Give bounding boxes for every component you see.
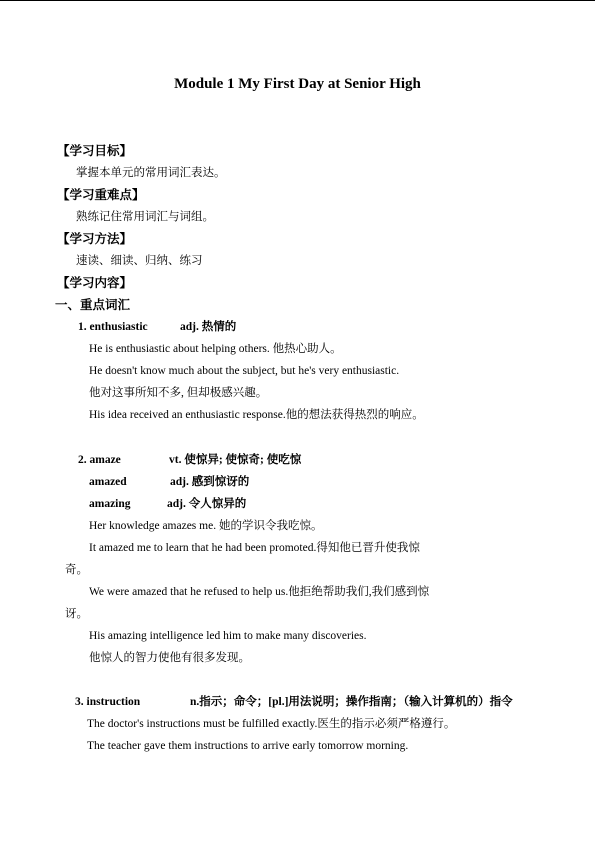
example-line: 奇。: [65, 564, 88, 576]
vocab-heading: 一、重点词汇: [55, 298, 131, 312]
example-line: He doesn't know much about the subject, but he's very enthusiastic.: [89, 365, 400, 377]
entry-meaning: n.指示；命令；[pl.]用法说明；操作指南；（输入计算机的）指令: [190, 696, 513, 708]
derivative-meaning: adj. 令人惊异的: [167, 498, 247, 510]
example-line: Her knowledge amazes me. 她的学识令我吃惊。: [89, 520, 323, 532]
example-line: His amazing intelligence led him to make many discoveries.: [89, 630, 367, 642]
method-heading: 【学习方法】: [57, 232, 133, 246]
entry-meaning: adj. 热情的: [180, 321, 237, 333]
derivative-meaning: adj. 感到惊讶的: [170, 476, 250, 488]
page-title: Module 1 My First Day at Senior High: [174, 76, 421, 92]
example-line: We were amazed that he refused to help us.他拒绝帮助我们,我们感到惊: [89, 586, 430, 598]
entry-word: 1. enthusiastic: [78, 321, 148, 333]
example-line: 讶。: [65, 608, 88, 620]
top-rule: [0, 0, 595, 1]
entry-word: 2. amaze: [78, 454, 121, 466]
goal-text: 掌握本单元的常用词汇表达。: [76, 167, 226, 179]
key-points-heading: 【学习重难点】: [57, 188, 145, 202]
derivative-word: amazed: [89, 476, 127, 488]
example-line: It amazed me to learn that he had been promoted.得知他已晋升使我惊: [89, 542, 420, 554]
entry-meaning: vt. 使惊异; 使惊奇; 使吃惊: [169, 454, 302, 466]
example-line: He is enthusiastic about helping others. 他热心助人。: [89, 343, 342, 355]
goal-heading: 【学习目标】: [57, 144, 133, 158]
entry-word: 3. instruction: [75, 696, 141, 708]
derivative-word: amazing: [89, 498, 131, 510]
content-heading: 【学习内容】: [57, 276, 133, 290]
example-line: 他对这事所知不多, 但却极感兴趣。: [89, 387, 268, 399]
example-line: The doctor's instructions must be fulfilled exactly.医生的指示必须严格遵行。: [87, 718, 456, 730]
key-points-text: 熟练记住常用词汇与词组。: [76, 211, 214, 223]
method-text: 速读、细读、归纳、练习: [76, 255, 203, 267]
example-line: 他惊人的智力使他有很多发现。: [89, 652, 250, 664]
example-line: His idea received an enthusiastic response.他的想法获得热烈的响应。: [89, 409, 424, 421]
example-line: The teacher gave them instructions to arrive early tomorrow morning.: [87, 740, 409, 752]
